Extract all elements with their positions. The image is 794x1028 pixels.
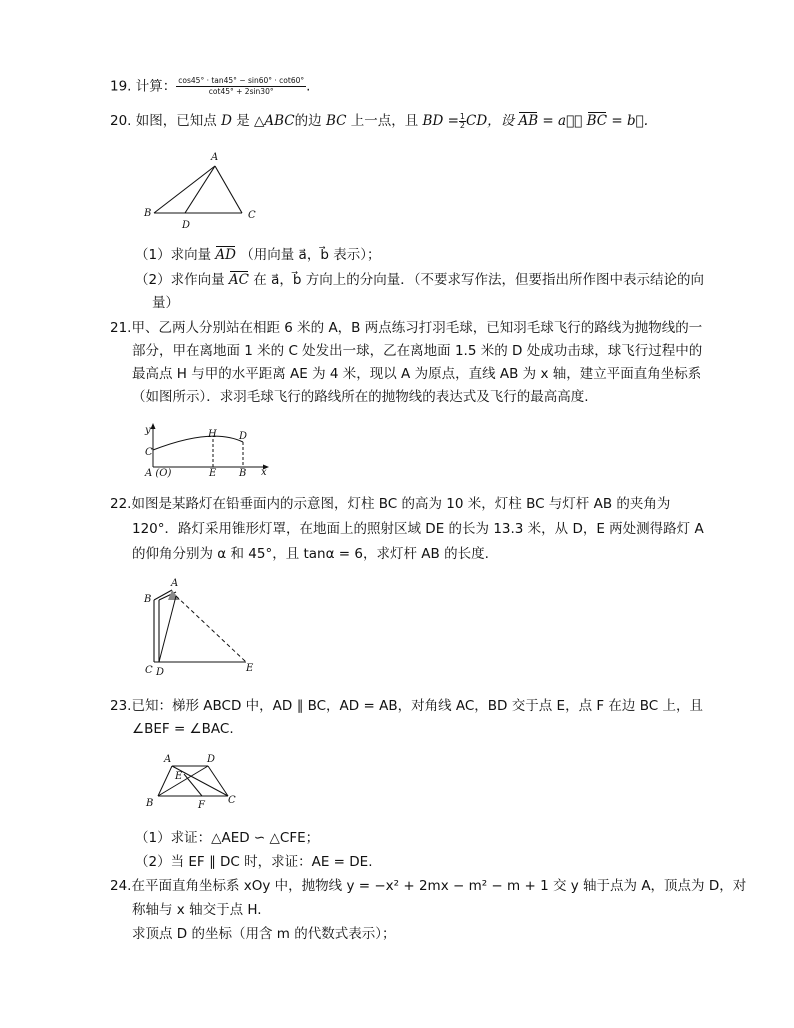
axis-label-x: x	[261, 467, 267, 478]
vector-BC: BC	[586, 113, 608, 129]
question-21-line-3: 最高点 H 与甲的水平距离 AE 为 4 米，现以 A 为原点，直线 AB 为 x 轴，建立平面直角坐标系	[132, 366, 702, 382]
fraction-numerator: cos45° · tan45° − sin60° · cot60°	[178, 76, 305, 85]
stem-text: 如图是某路灯在铅垂面内的示意图，灯柱 BC 的高为 10 米，灯柱 BC 与灯杆 AB 的夹角为	[131, 496, 671, 512]
question-number: 24.	[110, 878, 132, 894]
vertex-label-d: D	[182, 220, 191, 231]
equation: CD，设	[466, 113, 515, 129]
stem-text: 的边	[294, 113, 322, 129]
part-text: 在 a⃗，b⃗ 方向上的分向量．（不要求写作法，但要指出所作图中表示结论的向	[253, 272, 704, 288]
question-24-line-1	[110, 876, 746, 896]
fraction-numerator: 1	[459, 111, 465, 121]
question-number: 19.	[110, 78, 132, 95]
stem-text: 甲、乙两人分别站在相距 6 米的 A，B 两点练习打羽毛球，已知羽毛球飞行的路线为抛物线的一	[131, 320, 703, 336]
fraction-half	[459, 113, 466, 130]
question-22-line-2: 120°．路灯采用锥形灯罩，在地面上的照射区域 DE 的长为 13.3 米，从 D，E 两处测得路灯 A	[132, 521, 704, 537]
question-21-line-4: （如图所示）．求羽毛球飞行的路线所在的抛物线的表达式及飞行的最高高度.	[132, 389, 589, 405]
question-21-line-2: 部分，甲在离地面 1 米的 C 处发出一球，乙在离地面 1.5 米的 D 处成功击球，球飞行过程中的	[132, 343, 703, 359]
equation: = a⃗，	[542, 113, 583, 129]
point-label-c: C	[145, 665, 153, 676]
fraction-denominator: cot45° + 2sin30°	[208, 87, 274, 96]
question-number: 21.	[110, 320, 132, 336]
question-label: 计算：	[135, 78, 177, 95]
figure-street-lamp	[140, 574, 270, 680]
point-label-e: E	[209, 468, 217, 479]
vector-AD: AD	[215, 247, 236, 263]
question-22-line-3: 的仰角分别为 α 和 45°，且 tanα = 6，求灯杆 AB 的长度.	[132, 546, 489, 562]
fraction-denominator: 2	[459, 120, 465, 130]
equation: = b⃗.	[611, 113, 649, 129]
vertex-label-c: C	[228, 795, 236, 806]
point-label-a-origin: A (O)	[145, 468, 172, 479]
point-label-b: B	[239, 468, 247, 479]
stem-text: 已知：梯形 ABCD 中，AD ∥ BC，AD = AB，对角线 AC，BD 交于点 E，点 F 在边 BC 上，且	[131, 698, 703, 714]
end-period: .	[306, 78, 311, 95]
point-label-d: D	[156, 667, 165, 678]
figure-triangle-abc	[140, 148, 260, 234]
point-label-b: B	[144, 594, 152, 605]
vector-AB: AB	[518, 113, 539, 129]
triangle-name: △ABC	[254, 113, 295, 129]
question-20-stem	[110, 111, 648, 131]
point-label-e: E	[246, 663, 254, 674]
segment-name: BC	[325, 113, 347, 129]
question-22-line-1	[110, 494, 670, 514]
figure-parabola-badminton	[140, 420, 280, 480]
question-23-part-2: （2）当 EF ∥ DC 时，求证：AE = DE.	[135, 854, 373, 870]
stem-text: 上一点，且	[350, 113, 419, 129]
question-19	[110, 76, 310, 97]
point-label-h: H	[208, 429, 217, 440]
question-number: 23.	[110, 698, 132, 714]
axis-label-y: y	[145, 425, 151, 436]
question-number: 20.	[110, 113, 132, 129]
part-text: （用向量 a⃗，b⃗ 表示）；	[240, 247, 381, 263]
point-label: D	[221, 113, 232, 129]
stem-text: 在平面直角坐标系 xOy 中，抛物线 y = −x² + 2mx − m² − m + 1 交 y 轴于点为 A，顶点为 D，对	[131, 878, 747, 894]
vertex-label-a: A	[164, 754, 172, 765]
vertex-label-c: C	[248, 210, 256, 221]
stem-text: 如图，已知点	[135, 113, 217, 129]
part-text: （1）求向量	[135, 247, 212, 263]
point-label-d: D	[239, 431, 248, 442]
vertex-label-a: A	[211, 152, 219, 163]
figure-trapezoid-abcd	[140, 750, 250, 812]
question-20-part-2-cont: 量）	[152, 295, 179, 311]
question-24-line-3: 求顶点 D 的坐标（用含 m 的代数式表示）；	[132, 926, 396, 942]
question-20-part-1	[135, 245, 380, 265]
vertex-label-d: D	[207, 754, 216, 765]
question-23-part-1: （1）求证：△AED ∽ △CFE；	[135, 830, 320, 846]
point-label-e: E	[175, 771, 183, 782]
vertex-label-b: B	[146, 798, 154, 809]
question-23-line-2: ∠BEF = ∠BAC.	[132, 721, 234, 737]
question-24-line-2: 称轴与 x 轴交于点 H.	[132, 902, 262, 918]
vertex-label-b: B	[144, 208, 152, 219]
fraction-expression	[176, 76, 306, 97]
point-label-f: F	[198, 800, 205, 811]
part-text: （2）求作向量	[135, 272, 225, 288]
stem-text: 是	[236, 113, 250, 129]
point-label-a: A	[171, 578, 179, 589]
point-label-c: C	[145, 447, 153, 458]
question-21-line-1	[110, 318, 702, 338]
equation: BD =	[422, 113, 459, 129]
question-number: 22.	[110, 496, 132, 512]
question-20-part-2	[135, 270, 704, 290]
vector-AC: AC	[228, 272, 249, 288]
question-23-line-1	[110, 696, 703, 716]
